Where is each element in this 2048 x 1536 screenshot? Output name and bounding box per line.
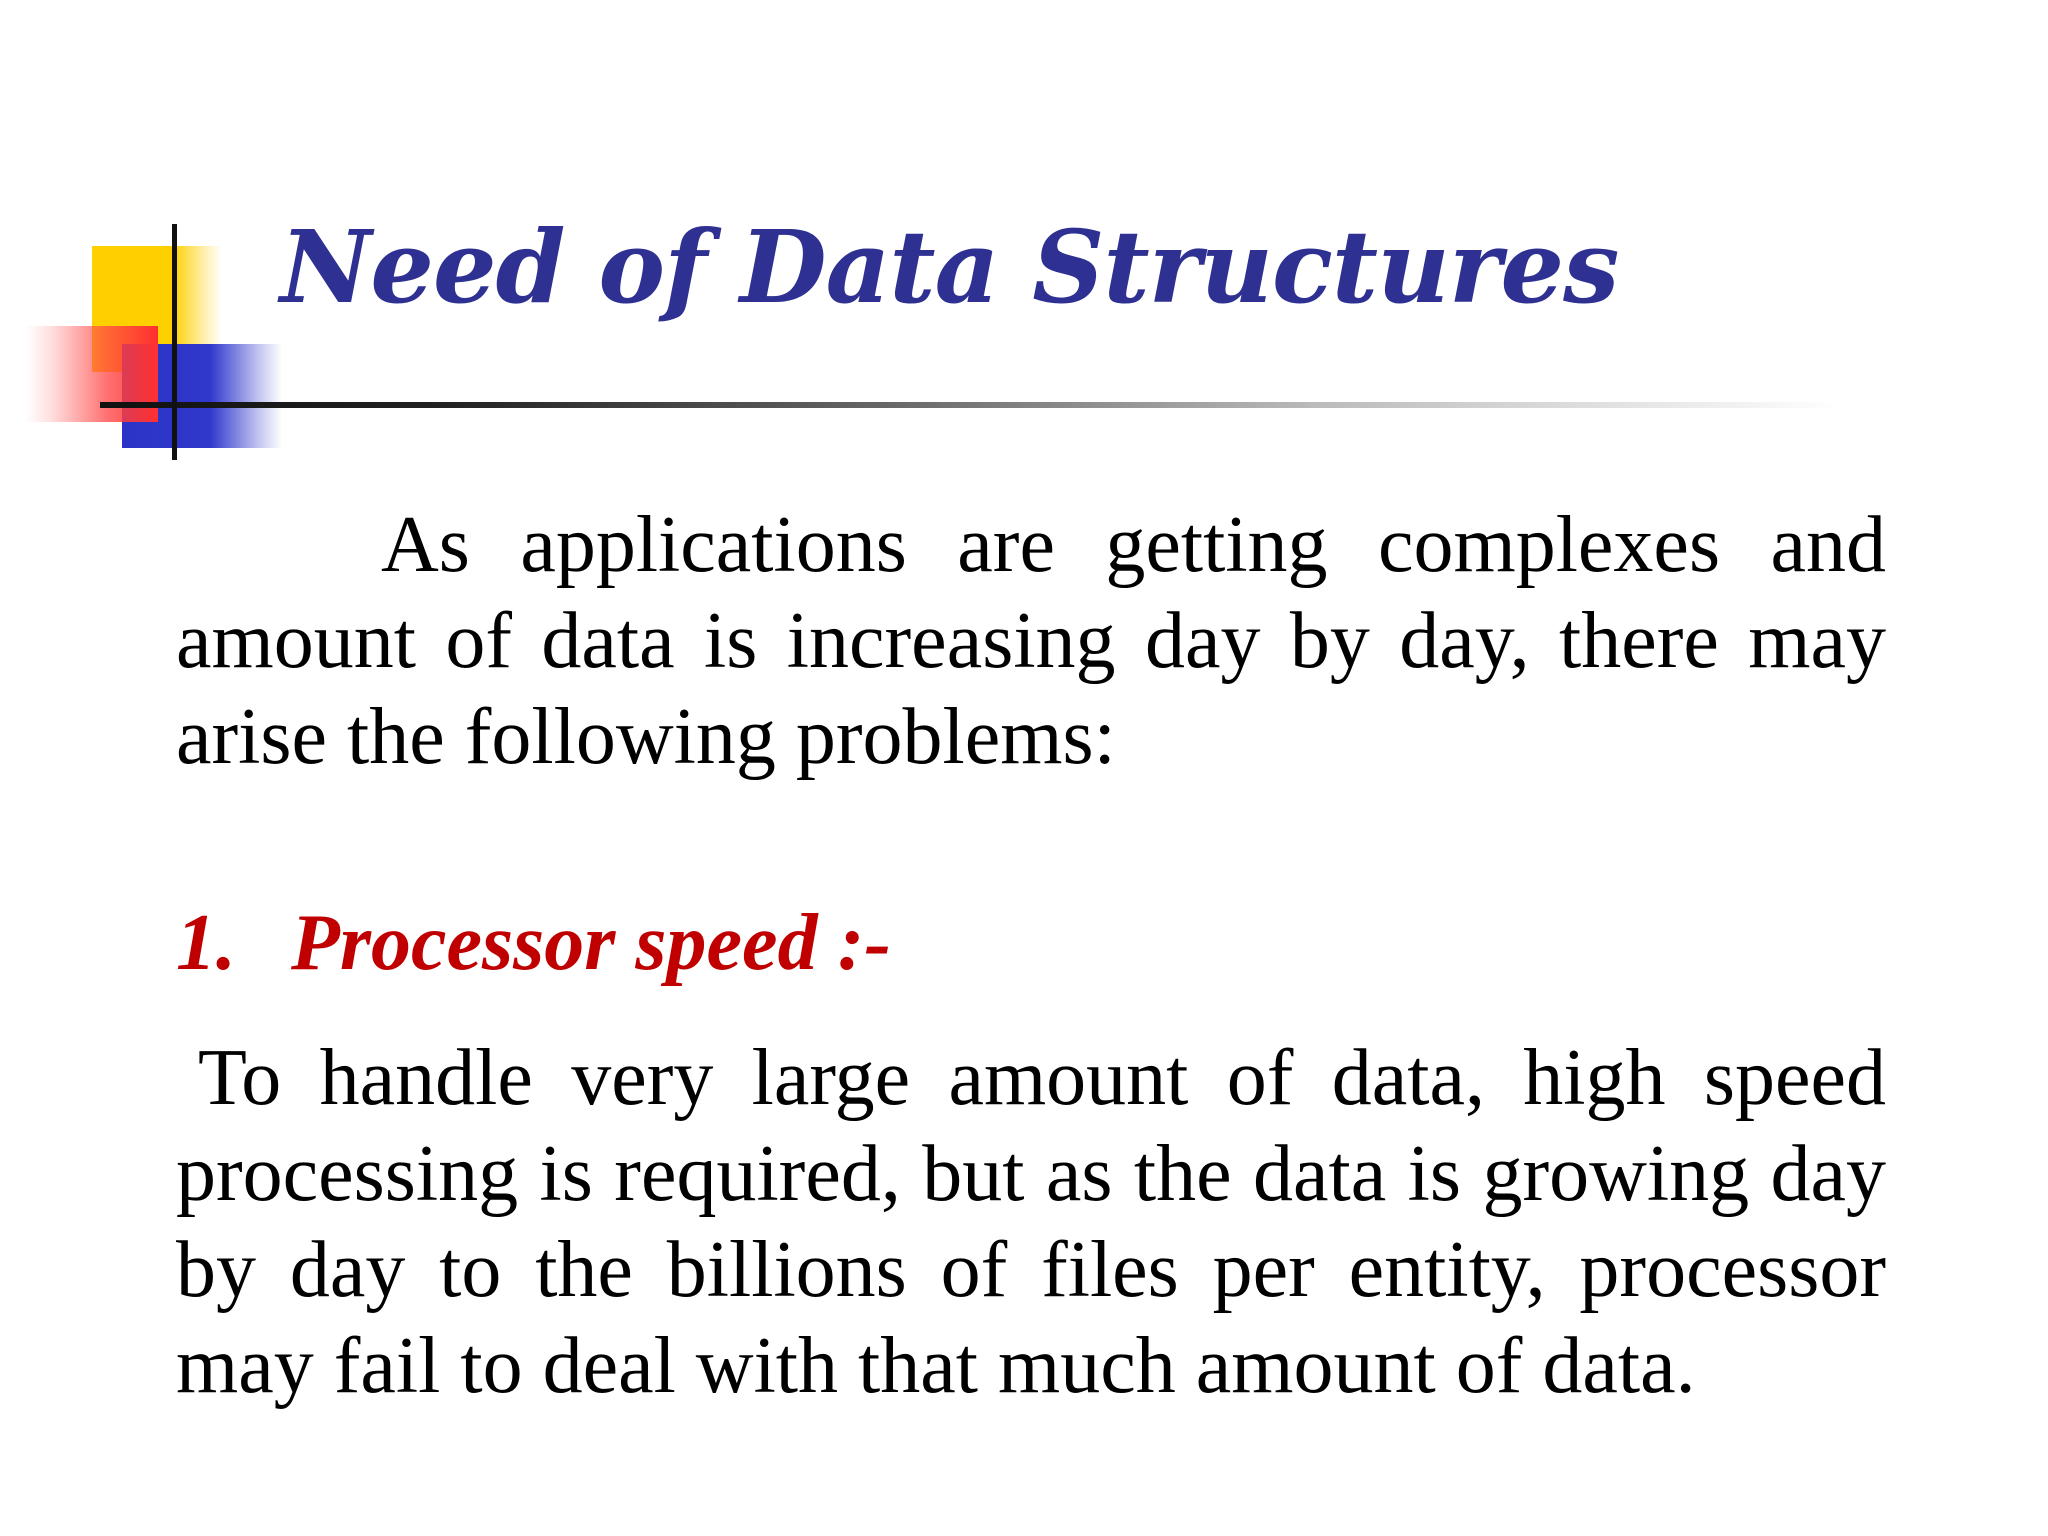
section-heading xyxy=(176,895,891,991)
decorative-vertical-line xyxy=(172,224,177,460)
section-body-paragraph: To handle very large amount of data, high speed processing is required, but as the data is growing day by day to the billions of files per entity, processor may fail to deal with that much amount of data. xyxy=(176,1034,1886,1410)
section-heading-text: Processor speed :- xyxy=(291,899,891,987)
section-number: 1. xyxy=(176,899,236,987)
intro-paragraph: As applications are getting complexes and amount of data is increasing day by day, there may arise the following problems: xyxy=(176,501,1886,781)
slide-title: Need of Data Structures xyxy=(280,208,1619,326)
title-underline xyxy=(100,402,1840,408)
